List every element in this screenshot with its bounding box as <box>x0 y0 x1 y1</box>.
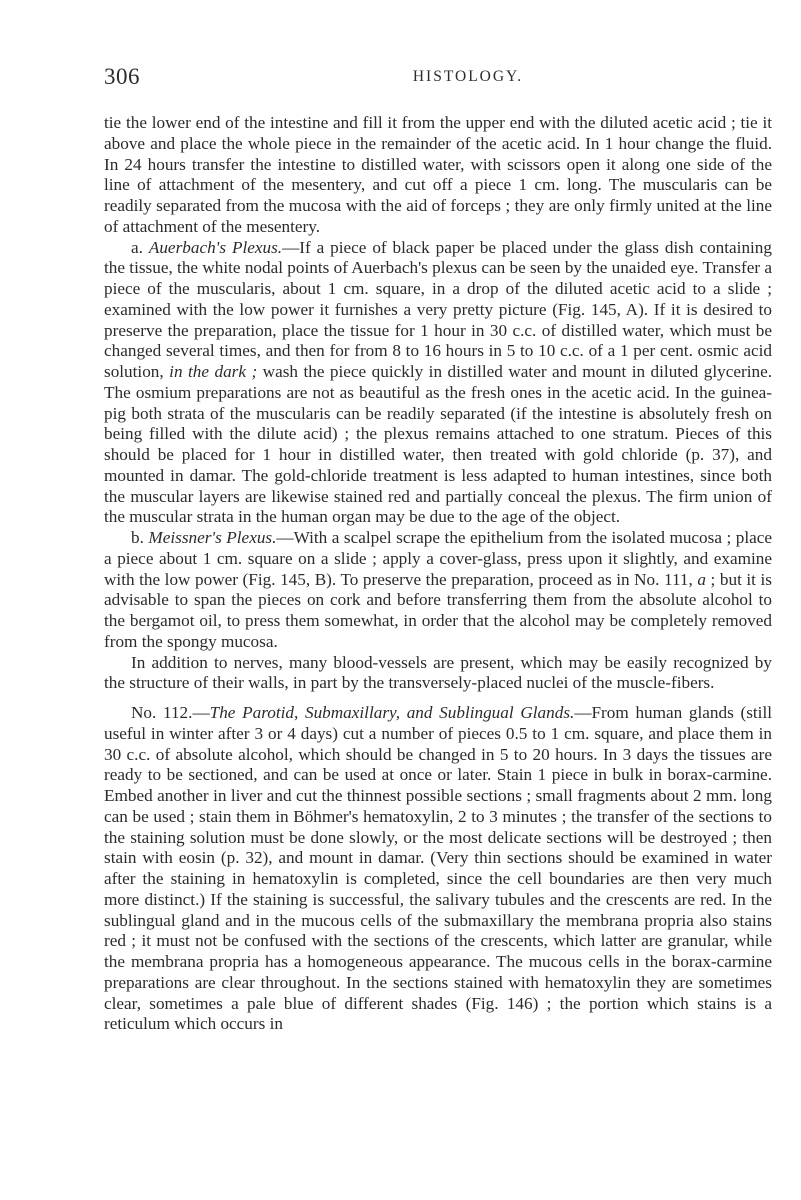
paragraph <box>104 113 772 238</box>
text-run: ; but it is advisable to span the pieces on cork and before transferring them from the absolute alcohol to the bergamot oil, to press them somewhat, in order that the alcohol may be completely removed from the spongy mucosa. <box>104 569 772 651</box>
text-run: No. 112.— <box>131 703 210 722</box>
page-number: 306 <box>104 64 140 89</box>
text-run: —With a scalpel scrape the epithelium from the isolated mucosa ; place a piece about 1 cm. square on a slide ; apply a cover-glass, press upon it slightly, and examine with the low power (Fig. 145, B). To preserve the preparation, proceed as in No. 111, <box>104 528 772 589</box>
paragraph <box>104 528 772 653</box>
italic-text: a <box>697 569 706 589</box>
text-run: tie the lower end of the intestine and fill it from the upper end with the diluted acetic acid ; tie it above and place the whole piece in the remainder of the acetic acid. In 1 hour change the fluid. In 24 hours transfer the intestine to distilled water, with scissors open it along one side of the line of attachment of the mesentery, and cut off a piece 1 cm. long. The muscularis can be readily separated from the mucosa with the aid of forceps ; they are only firmly united at the line of attachment of the mesentery. <box>104 113 772 236</box>
paragraph <box>104 238 772 529</box>
text-run: wash the piece quickly in distilled water and mount in diluted glycerine. The osmium preparations are not as beautiful as the fresh ones in the acetic acid. In the guinea-pig both strata of the muscularis can be readily separated (if the intestine is absolutely fresh on being filled with the dilute acid) ; the plexus remains attached to one stratum. Pieces of this should be placed for 1 hour in distilled water, then treated with gold chloride (p. 37), and mounted in damar. The gold-chloride treatment is less adapted to human intestines, since both the muscular layers are likewise stained red and partially conceal the plexus. The firm union of the muscular strata in the human organ may be due to the age of the object. <box>104 362 772 527</box>
text-run: —If a piece of black paper be placed under the glass dish containing the tissue, the white nodal points of Auerbach's plexus can be seen by the unaided eye. Transfer a piece of the muscularis, about 1 cm. square, in a drop of the diluted acetic acid to a slide ; examined with the low power it furnishes a very pretty picture (Fig. 145, A). If it is desired to preserve the preparation, place the tissue for 1 hour in 30 c.c. of distilled water, which must be changed several times, and then for from 8 to 16 hours in 5 to 10 c.c. of a 1 per cent. osmic acid solution, <box>104 237 772 381</box>
paragraph <box>104 703 772 1035</box>
text-run: —From human glands (still useful in winter after 3 or 4 days) cut a number of pieces 0.5 to 1 cm. square, and place them in 30 c.c. of absolute alcohol, which should be changed in 5 to 20 hours. In 3 days the tissues are ready to be sectioned, and can be used at once or later. Stain 1 piece in bulk in borax-carmine. Embed another in liver and cut the thinnest possible sections ; small fragments about 2 mm. long can be used ; stain them in Böhmer's hematoxylin, 2 to 3 minutes ; the transfer of the sections to the staining solution must be done slowly, or the most delicate sections will be destroyed ; then stain with eosin (p. 32), and mount in damar. (Very thin sections should be examined in water after the staining in hematoxylin is completed, since the cell boundaries are then very much more distinct.) If the staining is successful, the salivary tubules and the crescents are red. In the sublingual gland and in the mucous cells of the submaxillary the membrana propria also stains red ; it must not be confused with the sections of the crescents, which latter are granular, while the membrana propria has a homogeneous appearance. The mucous cells in the borax-carmine preparations are clear throughout. In the sections stained with hematoxylin they are sometimes clear, sometimes a pale blue of different shades (Fig. 146) ; the portion which stains is a reticulum which occurs in <box>104 703 772 1034</box>
body-text <box>104 113 772 1035</box>
text-run: b. <box>131 528 149 547</box>
paragraph <box>104 653 772 695</box>
running-title: HISTOLOGY. <box>412 68 524 85</box>
italic-text: Meissner's Plexus. <box>148 528 277 547</box>
running-head <box>104 64 772 90</box>
italic-text: The Parotid, Submaxillary, and Sublingual Glands. <box>209 703 575 722</box>
italic-text: in the dark ; <box>169 362 258 381</box>
text-run: a. <box>131 237 149 257</box>
text-run: In addition to nerves, many blood-vessels are present, which may be easily recognized by the structure of their walls, in part by the transversely-placed nuclei of the muscle-fibers. <box>104 652 772 693</box>
italic-text: Auerbach's Plexus. <box>148 237 283 257</box>
